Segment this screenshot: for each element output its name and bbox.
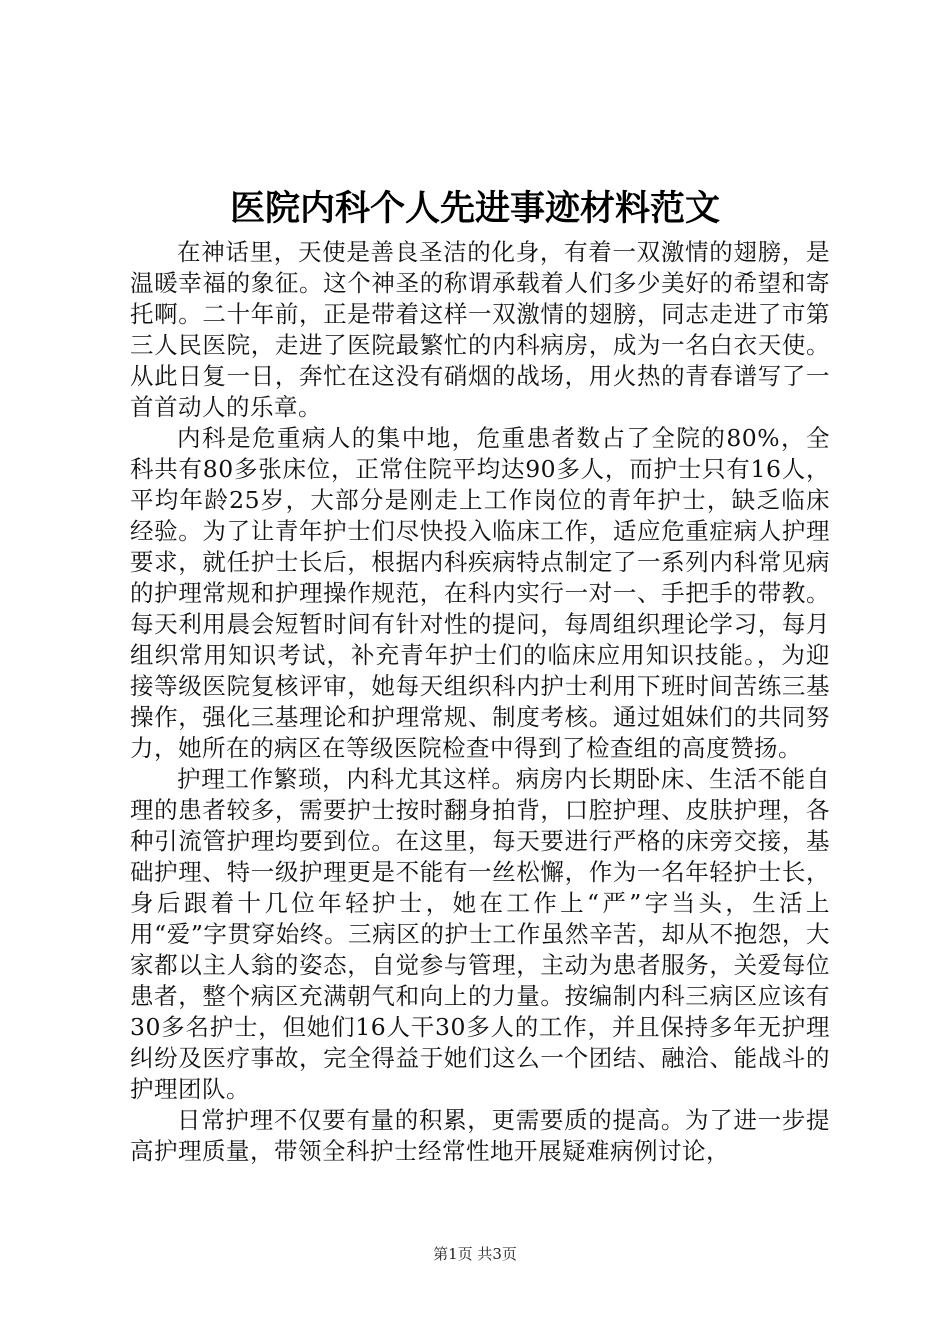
paragraph: 日常护理不仅要有量的积累，更需要质的提高。为了进一步提高护理质量，带领全科护士经常性地开展疑难病例讨论， <box>130 1106 830 1165</box>
paragraph: 在神话里，天使是善良圣洁的化身，有着一双激情的翅膀，是温暖幸福的象征。这个神圣的称谓承载着人们多少美好的希望和寄托啊。二十年前，正是带着这样一双激情的翅膀，同志走进了市第三人民医院，走进了医院最繁忙的内科病房，成为一名白衣天使。从此日复一日，奔忙在这没有硝烟的战场，用火热的青春谱写了一首首动人的乐章。 <box>130 238 830 421</box>
page-number-label: 第1页 共3页 <box>433 1245 517 1263</box>
paragraph: 护理工作繁琐，内科尤其这样。病房内长期卧床、生活不能自理的患者较多，需要护士按时翻身拍背，口腔护理、皮肤护理，各种引流管护理均要到位。在这里，每天要进行严格的床旁交接，基础护理、特一级护理更是不能有一丝松懈，作为一名年轻护士长，身后跟着十几位年轻护士，她在工作上“严”字当头，生活上用“爱”字贯穿始终。三病区的护士工作虽然辛苦，却从不抱怨，大家都以主人翁的姿态，自觉参与管理，主动为患者服务，关爱每位患者，整个病区充满朝气和向上的力量。按编制内科三病区应该有30多名护士，但她们16人干30多人的工作，并且保持多年无护理纠纷及医疗事故，完全得益于她们这么一个团结、融洽、能战斗的护理团队。 <box>130 765 830 1103</box>
document-body <box>130 237 830 1167</box>
paragraph: 内科是危重病人的集中地，危重患者数占了全院的80%，全科共有80多张床位，正常住院平均达90多人，而护士只有16人，平均年龄25岁，大部分是刚走上工作岗位的青年护士，缺乏临床经验。为了让青年护士们尽快投入临床工作，适应危重症病人护理要求，就任护士长后，根据内科疾病特点制定了一系列内科常见病的护理常规和护理操作规范，在科内实行一对一、手把手的带教。每天利用晨会短暂时间有针对性的提问，每周组织理论学习，每月组织常用知识考试，补充青年护士们的临床应用知识技能。，为迎接等级医院复核评审，她每天组织科内护士利用下班时间苦练三基操作，强化三基理论和护理常规、制度考核。通过姐妹们的共同努力，她所在的病区在等级医院检查中得到了检查组的高度赞扬。 <box>130 424 830 762</box>
page-footer <box>0 1243 950 1265</box>
document-title: 医院内科个人先进事迹材料范文 <box>229 188 720 229</box>
